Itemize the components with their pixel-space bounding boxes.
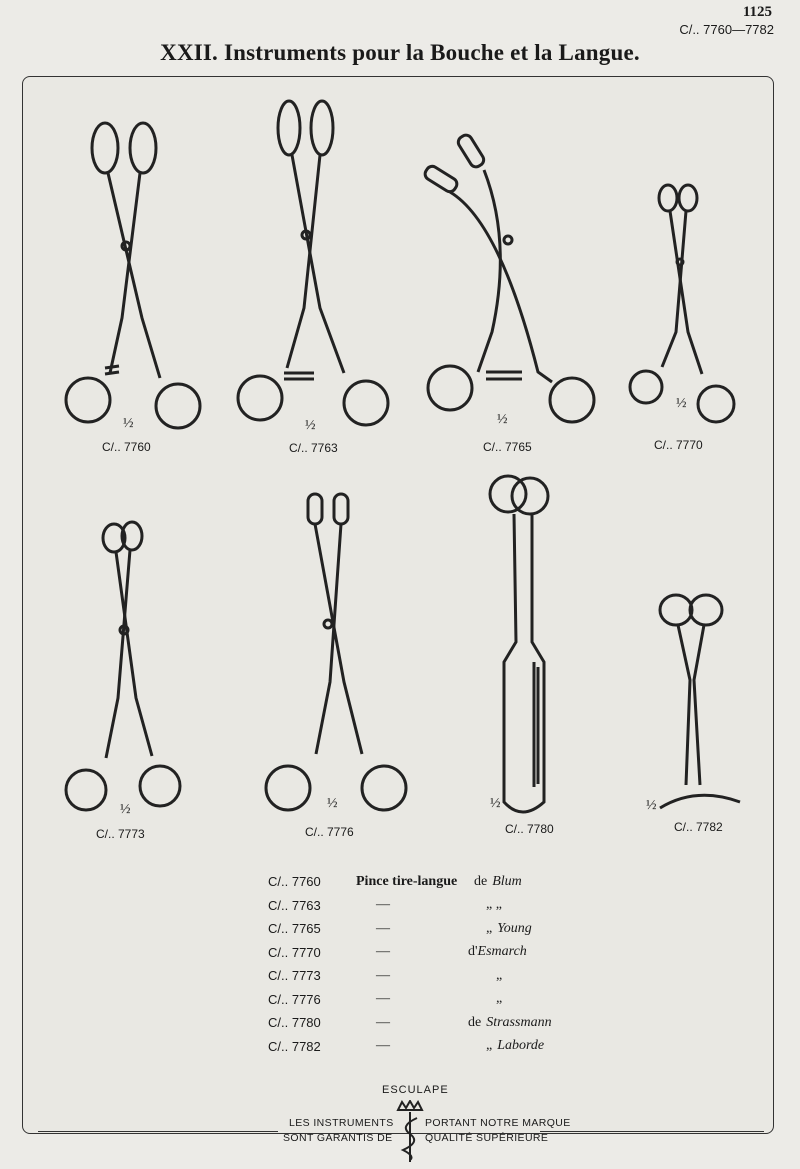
legend-dash: — <box>376 1014 390 1030</box>
legend-code: C/.. 7773 <box>268 968 321 984</box>
legend-person: Laborde <box>497 1038 545 1054</box>
legend-code: C/.. 7776 <box>268 991 321 1007</box>
legend-prefix: de <box>468 1014 482 1030</box>
legend-code: C/.. 7770 <box>268 944 321 960</box>
legend-dash: — <box>376 967 390 983</box>
legend-row <box>268 894 608 918</box>
instrument-7773 <box>64 518 194 828</box>
footer-rule-right <box>540 1131 764 1132</box>
legend-person: Esmarch <box>477 944 527 960</box>
ring-tongue-clamp-icon <box>486 472 566 822</box>
tongue-forceps-icon <box>64 518 194 828</box>
legend-row <box>268 1011 608 1035</box>
instrument-code: C/.. 7773 <box>96 827 145 841</box>
legend-row <box>268 1035 608 1059</box>
instrument-code: C/.. 7780 <box>505 822 554 836</box>
scale-label: ½ <box>120 802 131 817</box>
tongue-forceps-icon <box>264 492 414 822</box>
instrument-code: C/.. 7776 <box>305 825 354 839</box>
instrument-7780 <box>486 472 566 822</box>
legend-prefix: de <box>474 873 488 889</box>
legend-row <box>268 917 608 941</box>
instrument-code: C/.. 7763 <box>289 441 338 455</box>
instrument-code: C/.. 7760 <box>102 440 151 454</box>
legend-row <box>268 988 608 1012</box>
legend-dash: — <box>376 1038 390 1054</box>
scale-label: ½ <box>305 418 316 433</box>
scale-label: ½ <box>497 412 508 427</box>
legend-person: Blum <box>492 873 522 889</box>
footer-rule-left <box>38 1131 278 1132</box>
scale-label: ½ <box>327 796 338 811</box>
scale-label: ½ <box>123 416 134 431</box>
legend-code: C/.. 7782 <box>268 1038 321 1054</box>
instrument-code: C/.. 7770 <box>654 438 703 452</box>
scale-label: ½ <box>646 798 657 813</box>
page-number: 1125 <box>742 4 772 20</box>
instrument-7765 <box>420 132 600 432</box>
legend-prefix: d' <box>468 944 478 960</box>
t-bar-tongue-clamp-icon <box>652 590 747 815</box>
legend-person: Young <box>497 920 532 936</box>
instrument-code: C/.. 7765 <box>483 440 532 454</box>
legend-person: Strassmann <box>486 1014 552 1030</box>
page-title: XXII. Instruments pour la Bouche et la Langue. <box>160 40 640 65</box>
caduceus-logo-icon <box>395 1100 425 1169</box>
guarantee-text: LES INSTRUMENTS <box>289 1117 394 1129</box>
legend-row <box>268 964 608 988</box>
legend-row <box>268 870 608 894</box>
legend-dash: — <box>376 897 390 913</box>
scale-label: ½ <box>676 396 687 411</box>
tongue-forceps-icon <box>232 98 392 438</box>
instrument-legend <box>268 870 608 1058</box>
instrument-7760 <box>60 118 210 438</box>
scale-label: ½ <box>490 796 501 811</box>
legend-dash: — <box>376 944 390 960</box>
legend-prefix: „ <box>496 991 503 1007</box>
tongue-forceps-icon <box>420 132 600 432</box>
legend-code: C/.. 7780 <box>268 1015 321 1031</box>
tongue-forceps-icon <box>60 118 210 438</box>
legend-code: C/.. 7760 <box>268 874 321 890</box>
page-range: C/.. 7760—7782 <box>679 22 774 37</box>
guarantee-text: PORTANT NOTRE MARQUE <box>425 1117 571 1129</box>
legend-dash: — <box>376 920 390 936</box>
legend-prefix: „ <box>486 920 493 936</box>
legend-prefix: „ <box>496 967 503 983</box>
legend-prefix: „ „ <box>486 897 502 913</box>
legend-dash: — <box>376 991 390 1007</box>
legend-prefix: „ <box>486 1038 493 1054</box>
legend-code: C/.. 7765 <box>268 921 321 937</box>
guarantee-text: SONT GARANTIS DE <box>283 1132 393 1144</box>
guarantee-text: QUALITÉ SUPÉRIEURE <box>425 1132 549 1144</box>
instrument-7763 <box>232 98 392 438</box>
instrument-7782 <box>652 590 747 815</box>
legend-name: Pince tire-langue <box>356 873 458 889</box>
legend-row <box>268 941 608 965</box>
instrument-code: C/.. 7782 <box>674 820 723 834</box>
legend-code: C/.. 7763 <box>268 897 321 913</box>
instrument-7776 <box>264 492 414 822</box>
brand-name: ESCULAPE <box>382 1084 449 1096</box>
